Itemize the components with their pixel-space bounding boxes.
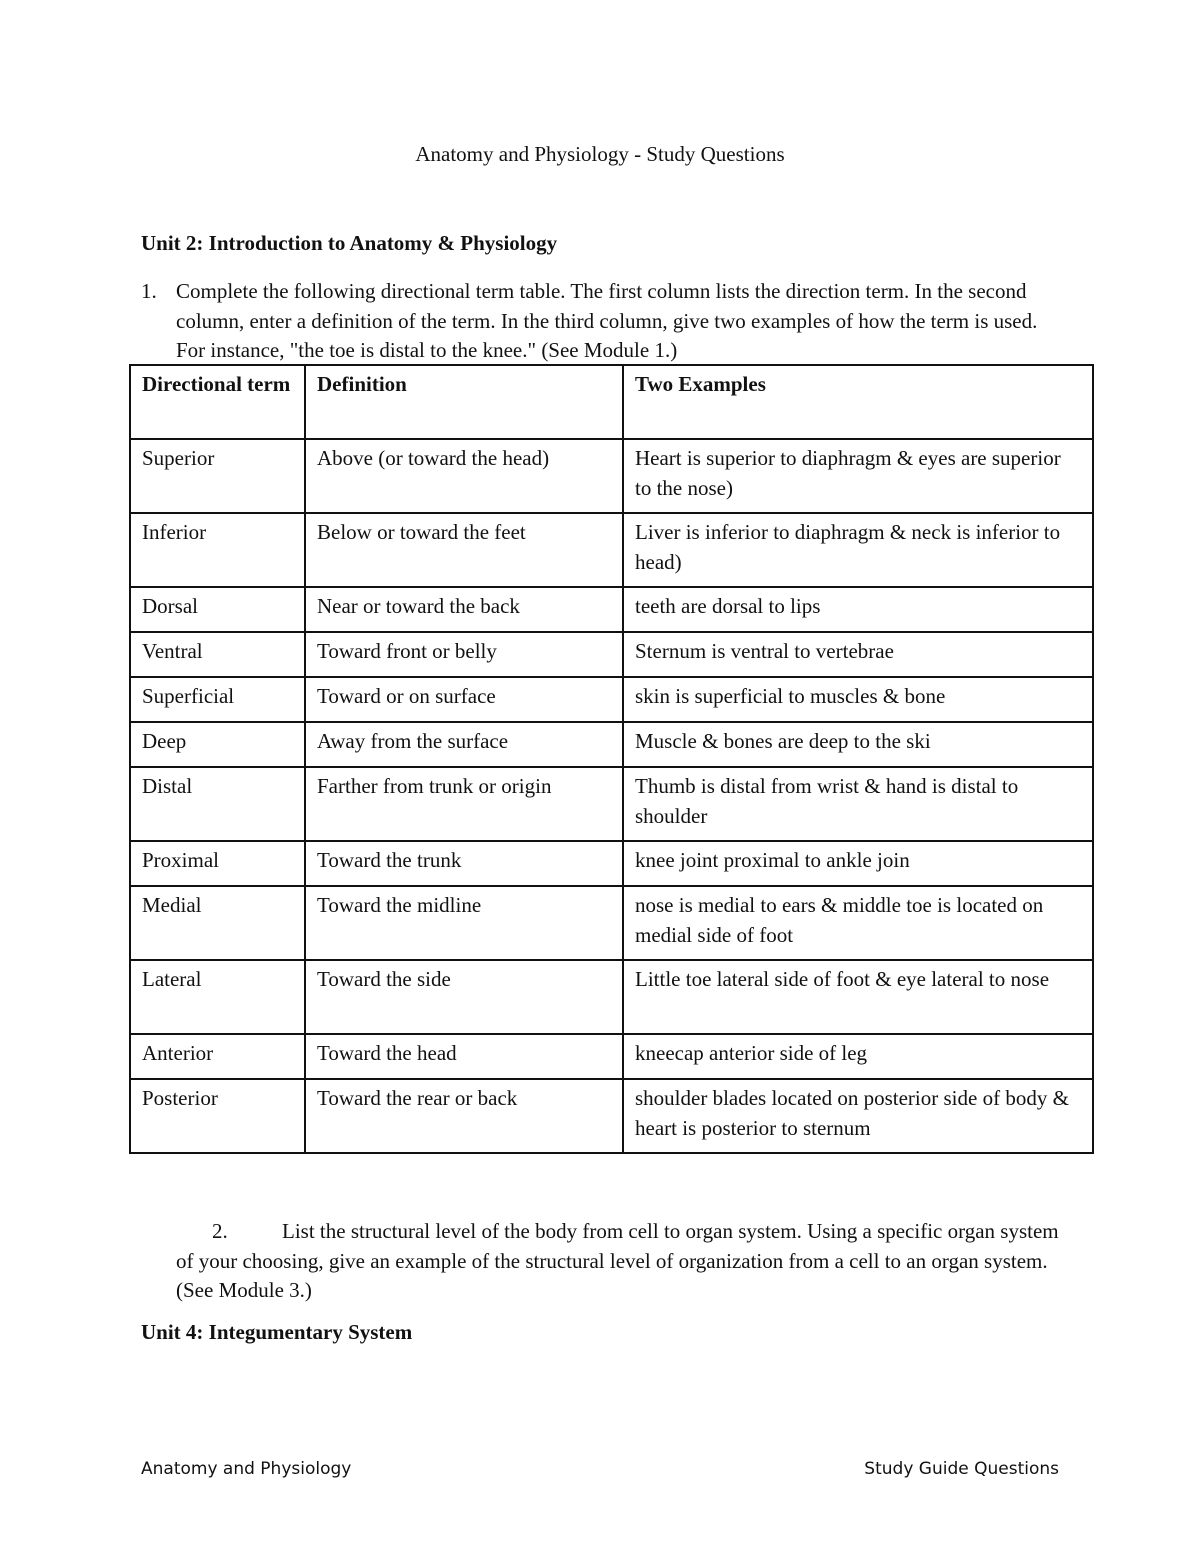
examples-cell: teeth are dorsal to lips [623, 587, 1093, 632]
table-row [130, 722, 1093, 767]
unit-4-heading: Unit 4: Integumentary System [141, 1320, 413, 1344]
definition-cell: Toward the head [305, 1034, 623, 1079]
definition-cell: Toward or on surface [305, 677, 623, 722]
header-directional-term: Directional term [130, 365, 305, 439]
unit-2-heading: Unit 2: Introduction to Anatomy & Physiology [141, 231, 558, 255]
definition-cell: Below or toward the feet [305, 513, 623, 587]
table-row [130, 886, 1093, 960]
table-header-row [130, 365, 1093, 439]
examples-cell: knee joint proximal to ankle join [623, 841, 1093, 886]
definition-cell: Farther from trunk or origin [305, 767, 623, 841]
examples-cell: Heart is superior to diaphragm & eyes are superior to the nose) [623, 439, 1093, 513]
term-cell: Dorsal [130, 587, 305, 632]
examples-cell: Liver is inferior to diaphragm & neck is inferior to head) [623, 513, 1093, 587]
examples-cell: Little toe lateral side of foot & eye lateral to nose [623, 960, 1093, 1034]
definition-cell: Above (or toward the head) [305, 439, 623, 513]
definition-cell: Toward the trunk [305, 841, 623, 886]
header-two-examples: Two Examples [623, 365, 1093, 439]
question-1 [141, 277, 1071, 366]
table-row [130, 513, 1093, 587]
directional-term-table [129, 364, 1094, 1154]
examples-cell: nose is medial to ears & middle toe is located on medial side of foot [623, 886, 1093, 960]
table-row [130, 439, 1093, 513]
term-cell: Proximal [130, 841, 305, 886]
table-row [130, 1079, 1093, 1153]
examples-cell: kneecap anterior side of leg [623, 1034, 1093, 1079]
table-row [130, 632, 1093, 677]
term-cell: Ventral [130, 632, 305, 677]
table-row [130, 587, 1093, 632]
question-1-text: Complete the following directional term table. The first column lists the direction term. In the second column, enter a definition of the term. In the third column, give two examples of how the term is used. For instance, "the toe is distal to the knee." (See Module 1.) [176, 279, 1038, 362]
table-row [130, 1034, 1093, 1079]
footer-right: Study Guide Questions [864, 1459, 1059, 1479]
definition-cell: Toward the side [305, 960, 623, 1034]
term-cell: Superficial [130, 677, 305, 722]
question-2-number: 2. [212, 1219, 228, 1243]
term-cell: Medial [130, 886, 305, 960]
question-2-text: List the structural level of the body from cell to organ system. Using a specific organ system of your choosing, give an example of the structural level of organization from a cell to an organ system. (See Module 3.) [176, 1219, 1059, 1302]
definition-cell: Toward the midline [305, 886, 623, 960]
table-row [130, 960, 1093, 1034]
definition-cell: Away from the surface [305, 722, 623, 767]
header-definition: Definition [305, 365, 623, 439]
examples-cell: skin is superficial to muscles & bone [623, 677, 1093, 722]
examples-cell: Sternum is ventral to vertebrae [623, 632, 1093, 677]
term-cell: Anterior [130, 1034, 305, 1079]
table-row [130, 677, 1093, 722]
term-cell: Lateral [130, 960, 305, 1034]
term-cell: Inferior [130, 513, 305, 587]
question-1-number: 1. [141, 279, 157, 303]
document-title: Anatomy and Physiology - Study Questions [415, 142, 785, 166]
footer-left: Anatomy and Physiology [141, 1459, 352, 1479]
question-2 [176, 1217, 1076, 1306]
table-row [130, 767, 1093, 841]
definition-cell: Near or toward the back [305, 587, 623, 632]
definition-cell: Toward the rear or back [305, 1079, 623, 1153]
term-cell: Deep [130, 722, 305, 767]
definition-cell: Toward front or belly [305, 632, 623, 677]
term-cell: Posterior [130, 1079, 305, 1153]
term-cell: Superior [130, 439, 305, 513]
table-row [130, 841, 1093, 886]
examples-cell: Thumb is distal from wrist & hand is distal to shoulder [623, 767, 1093, 841]
term-cell: Distal [130, 767, 305, 841]
examples-cell: shoulder blades located on posterior side of body & heart is posterior to sternum [623, 1079, 1093, 1153]
examples-cell: Muscle & bones are deep to the ski [623, 722, 1093, 767]
